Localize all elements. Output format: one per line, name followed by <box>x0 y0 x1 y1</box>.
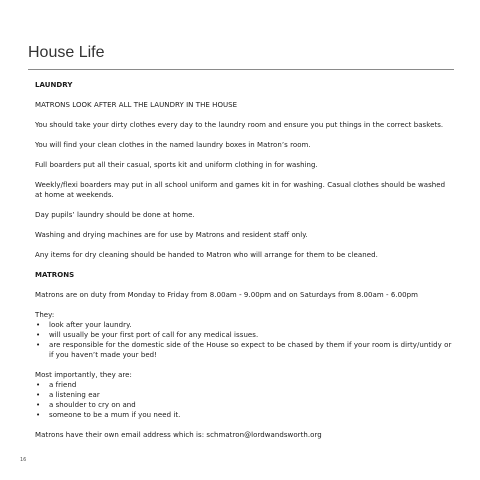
list-item <box>35 340 453 360</box>
title-divider <box>28 69 454 70</box>
laundry-paragraph: Weekly/flexi boarders may put in all school uniform and games kit in for washing. Casual clothes should be washed at home at weekends. <box>35 181 446 199</box>
bullet-icon: • <box>36 331 41 339</box>
page-content <box>35 80 453 450</box>
list-item <box>35 380 453 390</box>
laundry-heading: LAUNDRY <box>35 81 73 89</box>
matrons-heading: MATRONS <box>35 271 75 279</box>
list-item <box>35 320 453 330</box>
list-item <box>35 390 453 400</box>
bullet-icon: • <box>36 411 41 419</box>
list-item-text: a friend <box>49 381 77 389</box>
list-item-text: a listening ear <box>49 391 100 399</box>
bullet-icon: • <box>36 321 41 329</box>
bullet-icon: • <box>36 381 41 389</box>
list-item <box>35 330 453 340</box>
matrons-hours: Matrons are on duty from Monday to Friday from 8.00am - 9.00pm and on Saturdays from 8.00am - 6.00pm <box>35 291 418 299</box>
laundry-paragraph: You will find your clean clothes in the named laundry boxes in Matron’s room. <box>35 141 311 149</box>
list-item-text: someone to be a mum if you need it. <box>49 411 181 419</box>
list-item-text: look after your laundry. <box>49 321 132 329</box>
list-item <box>35 400 453 410</box>
most-lead: Most importantly, they are: <box>35 371 132 379</box>
laundry-paragraph: You should take your dirty clothes every day to the laundry room and ensure you put things in the correct baskets. <box>35 121 444 129</box>
they-list <box>35 320 453 360</box>
matrons-email-line: Matrons have their own email address which is: schmatron@lordwandsworth.org <box>35 431 322 439</box>
they-lead: They: <box>35 311 55 319</box>
laundry-paragraph: Day pupils’ laundry should be done at home. <box>35 211 195 219</box>
list-item-text: will usually be your first port of call for any medical issues. <box>49 331 259 339</box>
bullet-icon: • <box>36 341 41 349</box>
list-item-text: a shoulder to cry on and <box>49 401 136 409</box>
laundry-intro: MATRONS LOOK AFTER ALL THE LAUNDRY IN THE HOUSE <box>35 101 238 109</box>
page-number: 16 <box>20 457 27 463</box>
laundry-paragraph: Washing and drying machines are for use by Matrons and resident staff only. <box>35 231 308 239</box>
laundry-paragraph: Any items for dry cleaning should be handed to Matron who will arrange for them to be cleaned. <box>35 251 378 259</box>
bullet-icon: • <box>36 391 41 399</box>
list-item-text: are responsible for the domestic side of the House so expect to be chased by them if your room is dirty/untidy or if you haven’t made your bed! <box>49 341 452 359</box>
laundry-paragraph: Full boarders put all their casual, sports kit and uniform clothing in for washing. <box>35 161 318 169</box>
bullet-icon: • <box>36 401 41 409</box>
page-title: House Life <box>28 44 105 61</box>
most-list <box>35 380 453 420</box>
list-item <box>35 410 453 420</box>
